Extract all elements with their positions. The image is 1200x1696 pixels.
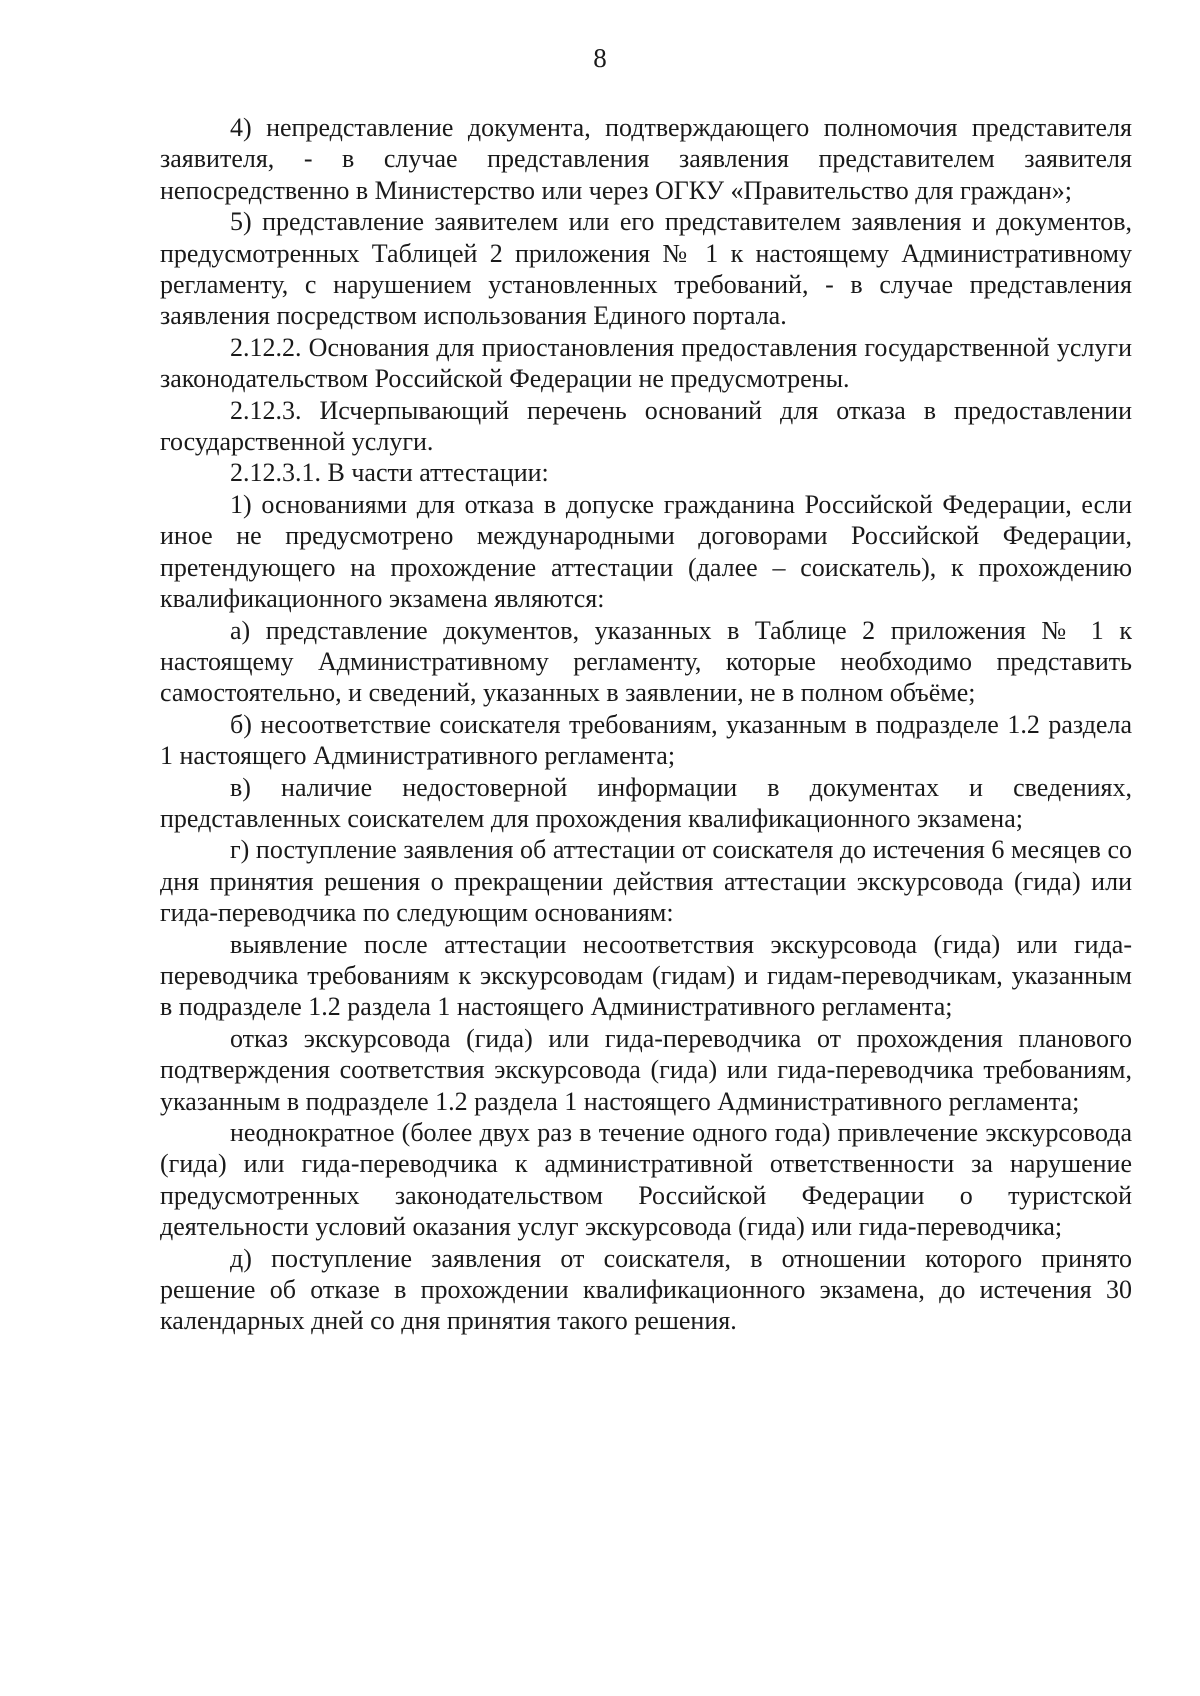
- paragraph-2-12-3: 2.12.3. Исчерпывающий перечень оснований для отказа в предоставлении государственной услуги.: [160, 395, 1132, 457]
- paragraph-subitem-v: в) наличие недостоверной информации в документах и сведениях, представленных соискателем для прохождения квалификационного экзамена;: [160, 772, 1132, 833]
- paragraph-subitem-b: б) несоответствие соискателя требованиям, указанным в подразделе 1.2 раздела 1 настоящего Административного регламента;: [160, 709, 1132, 771]
- page-number: 8: [593, 43, 607, 73]
- paragraph-subitem-a: а) представление документов, указанных в Таблице 2 приложения № 1 к настоящему Административному регламенту, которые необходимо представить самостоятельно, и сведений, указанных в заявлении, не в полном объёме;: [160, 615, 1132, 708]
- paragraph-2-12-2: 2.12.2. Основания для приостановления предоставления государственной услуги законодательством Российской Федерации не предусмотрены.: [160, 332, 1132, 394]
- paragraph-item-5: 5) представление заявителем или его представителем заявления и документов, предусмотренных Таблицей 2 приложения № 1 к настоящему Административному регламенту, с нарушением установленных требований, - в случае представления заявления посредством использования Единого портала.: [160, 207, 1132, 331]
- paragraph-item-4: 4) непредставление документа, подтверждающего полномочия представителя заявителя, - в случае представления заявления представителем заявителя непосредственно в Министерство или через ОГКУ «Правительство для граждан»;: [160, 113, 1132, 205]
- paragraph-subitem-g: г) поступление заявления об аттестации от соискателя до истечения 6 месяцев со дня принятия решения о прекращении действия аттестации экскурсовода (гида) или гида-переводчика по следующим основаниям:: [160, 835, 1132, 928]
- paragraph-ground-2: отказ экскурсовода (гида) или гида-переводчика от прохождения планового подтверждения соответствия экскурсовода (гида) или гида-переводчика требованиям, указанным в подразделе 1.2 раздела 1 настоящего Административного регламента;: [160, 1023, 1132, 1116]
- paragraph-2-12-3-1: 2.12.3.1. В части аттестации:: [230, 458, 549, 488]
- paragraph-ground-3: неоднократное (более двух раз в течение одного года) привлечение экскурсовода (гида) или гида-переводчика к административной ответственности за нарушение предусмотренных законодательством Российской Федерации о туристской деятельности условий оказания услуг экскурсовода (гида) или гида-переводчика;: [160, 1118, 1132, 1242]
- paragraph-item-1: 1) основаниями для отказа в допуске гражданина Российской Федерации, если иное не предусмотрено международными договорами Российской Федерации, претендующего на прохождение аттестации (далее – соискатель), к прохождению квалификационного экзамена являются:: [160, 489, 1132, 614]
- document-body: [160, 112, 1132, 1337]
- paragraph-subitem-d: д) поступление заявления от соискателя, в отношении которого принято решение об отказе в прохождении квалификационного экзамена, до истечения 30 календарных дней со дня принятия такого решения.: [160, 1243, 1132, 1336]
- paragraph-ground-1: выявление после аттестации несоответствия экскурсовода (гида) или гида-переводчика требованиям к экскурсоводам (гидам) и гидам-переводчикам, указанным в подразделе 1.2 раздела 1 настоящего Административного регламента;: [160, 929, 1132, 1022]
